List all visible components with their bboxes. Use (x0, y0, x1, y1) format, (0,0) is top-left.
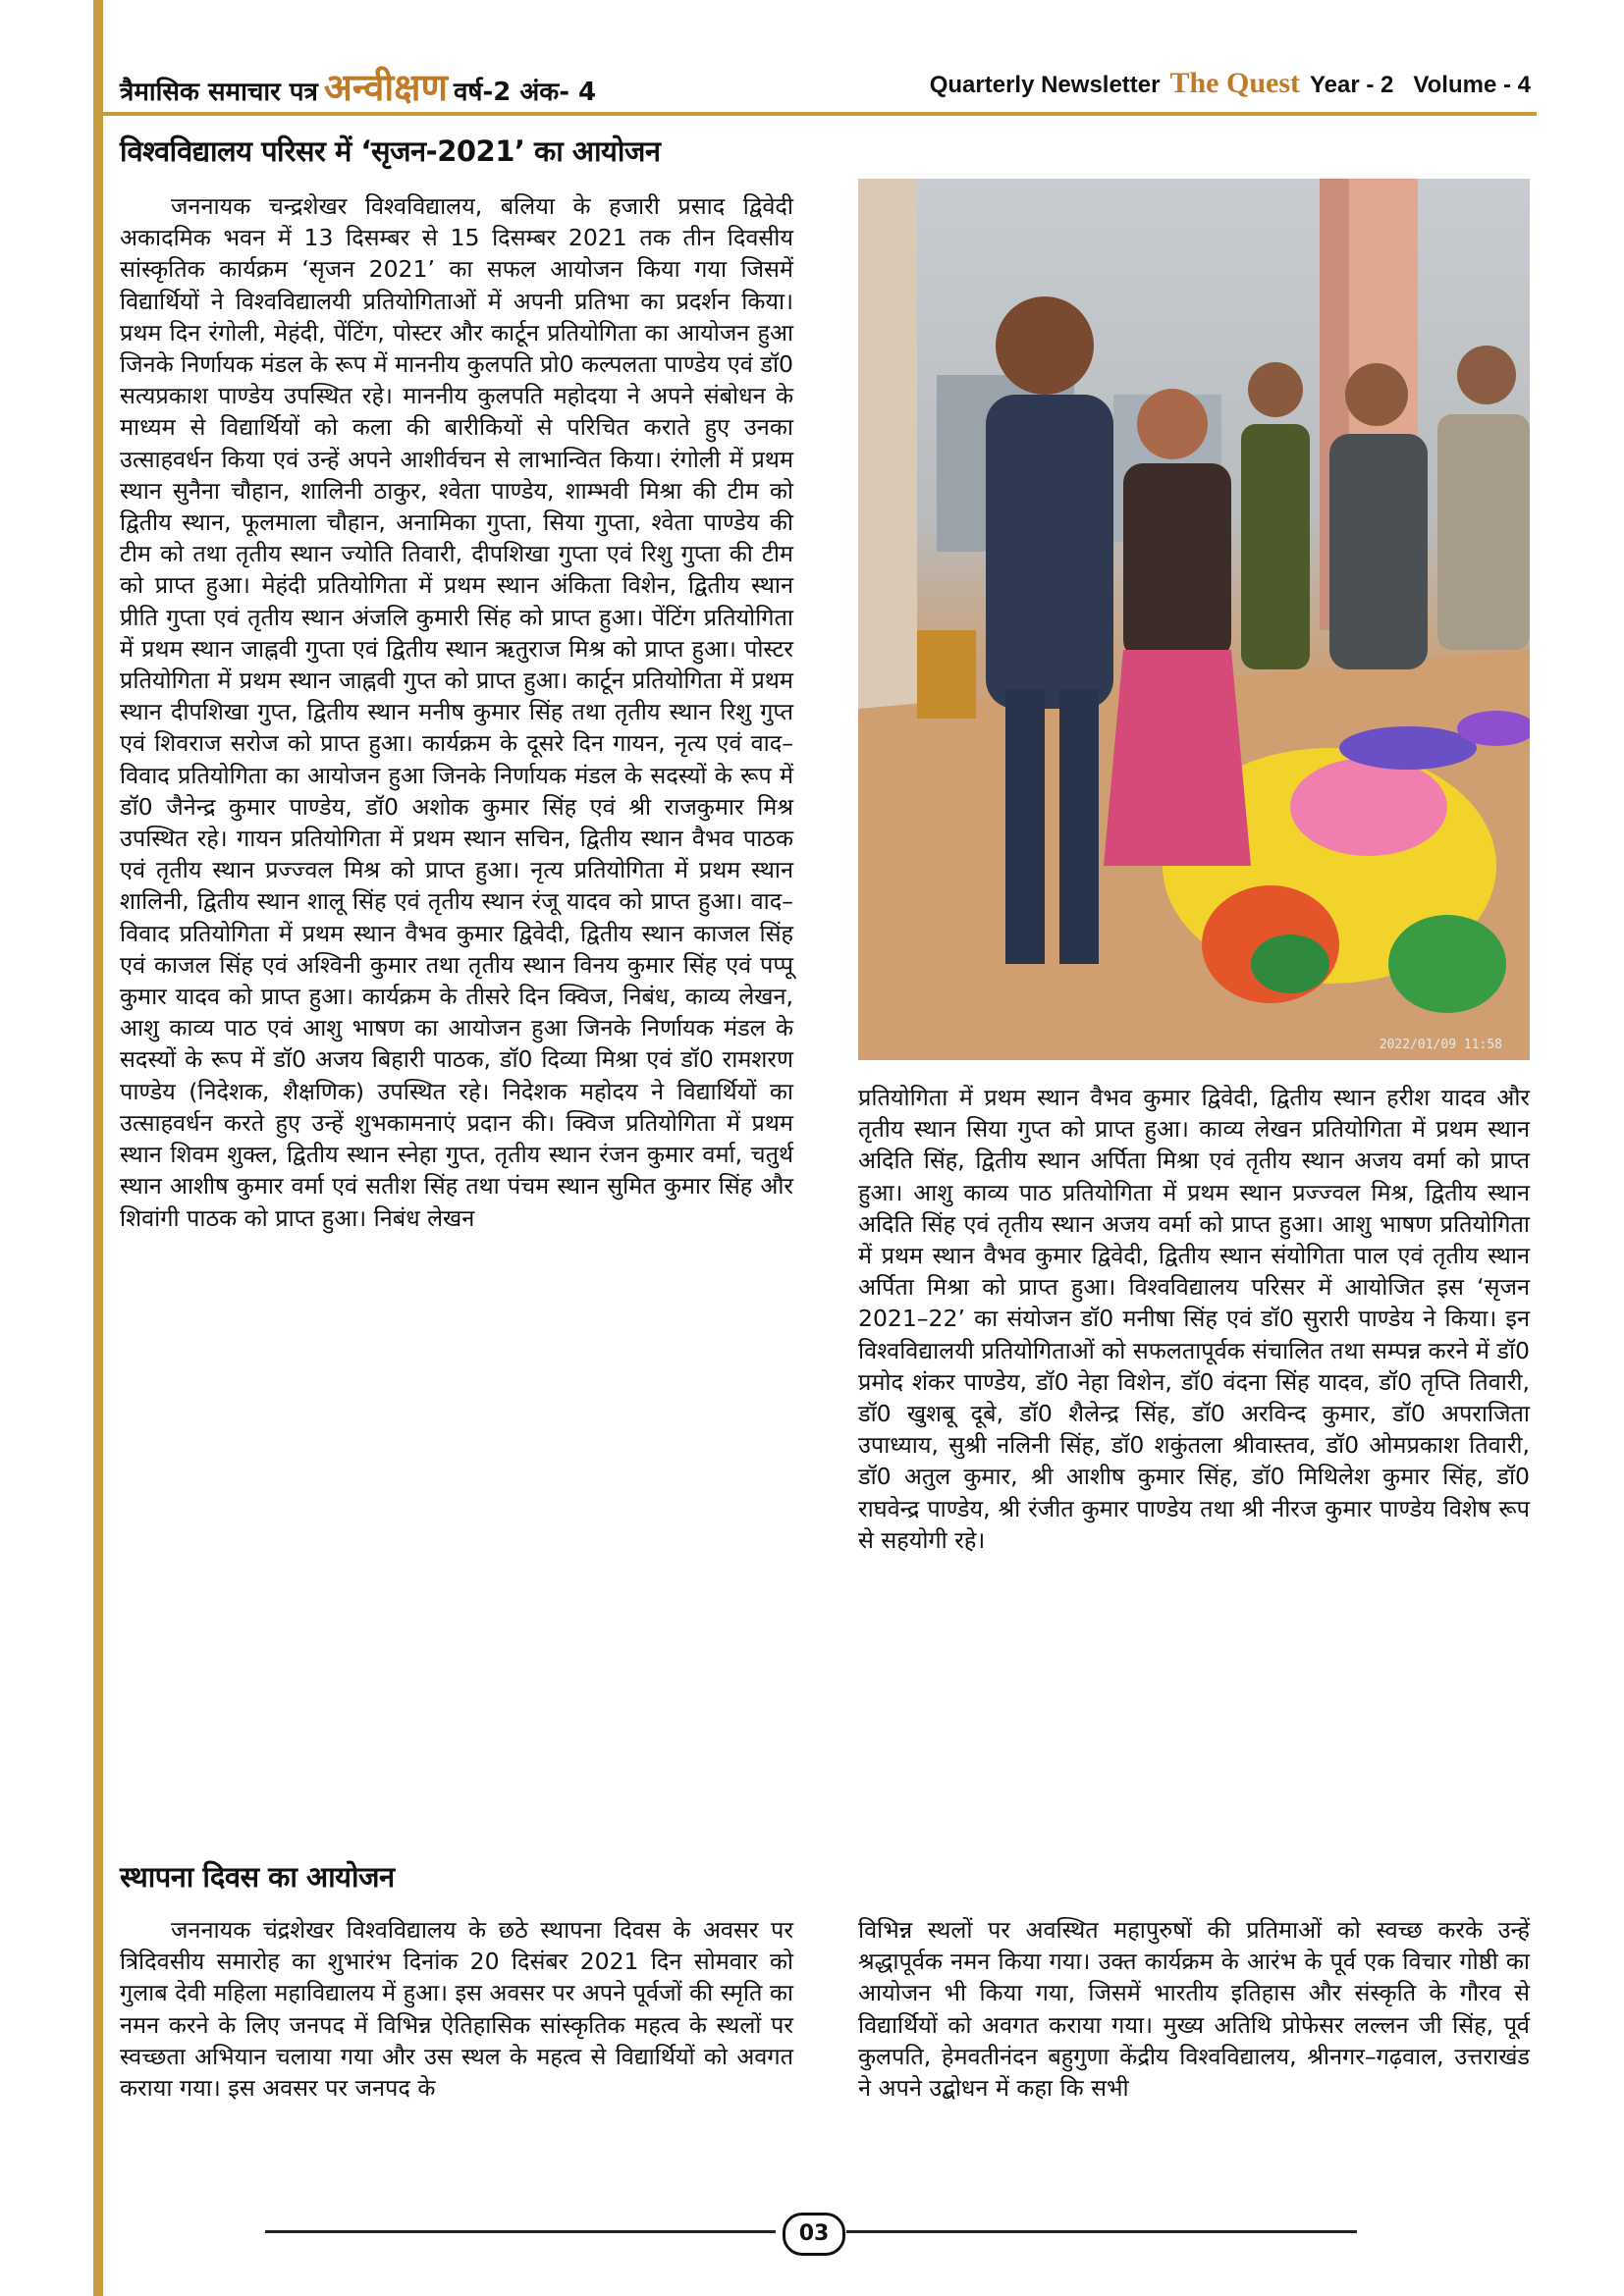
header-left-issue: वर्ष-2 अंक- 4 (453, 78, 597, 107)
page-number: 03 (783, 2213, 845, 2256)
footer-rule-left (265, 2230, 776, 2233)
section2-right-column (858, 1914, 1530, 2104)
section2-title: स्थापना दिवस का आयोजन (120, 1860, 395, 1894)
footer-rule-right (846, 2230, 1357, 2233)
header-left-brand-logo: अन्वीक्षण (323, 65, 448, 109)
section1-left-column (120, 190, 793, 1234)
header-right-brand-logo: The Quest (1169, 67, 1300, 99)
event-photo (858, 179, 1530, 1060)
section1-right-paragraph: प्रतियोगिता में प्रथम स्थान वैभव कुमार द्विवेदी, द्वितीय स्थान हरीश यादव और तृतीय स्थान सिया गुप्त को प्राप्त हुआ। काव्य लेखन प्रतियोगिता में प्रथम स्थान अदिति सिंह, द्वितीय स्थान अर्पिता मिश्रा एवं तृतीय स्थान अजय वर्मा को प्राप्त हुआ। आशु काव्य पाठ प्रतियोगिता में प्रथम स्थान प्रज्ज्वल मिश्र, द्वितीय स्थान अदिति सिंह एवं तृतीय स्थान अजय वर्मा को प्राप्त हुआ। आशु भाषण प्रतियोगिता में प्रथम स्थान वैभव कुमार द्विवेदी, द्वितीय स्थान संयोगिता पाल एवं तृतीय स्थान अर्पिता मिश्रा को प्राप्त हुआ। विश्वविद्यालय परिसर में आयोजित इस ‘सृजन 2021–22’ का संयोजन डॉ0 मनीषा सिंह एवं डॉ0 सुरारी पाण्डेय ने किया। इन विश्वविद्यालयी प्रतियोगिताओं को सफलतापूर्वक संचालित तथा सम्पन्न करने में डॉ0 प्रमोद शंकर पाण्डेय, डॉ0 नेहा विशेन, डॉ0 वंदना सिंह यादव, डॉ0 तृप्ति तिवारी, डॉ0 खुशबू दूबे, डॉ0 शैलेन्द्र सिंह, डॉ0 अरविन्द कुमार, डॉ0 अपराजिता उपाध्याय, सुश्री नलिनी सिंह, डॉ0 शकुंतला श्रीवास्तव, डॉ0 ओमप्रकाश तिवारी, डॉ0 अतुल कुमार, श्री आशीष कुमार सिंह, डॉ0 मिथिलेश कुमार सिंह, डॉ0 राघवेन्द्र पाण्डेय, श्री रंजीत कुमार पाण्डेय तथा श्री नीरज कुमार पाण्डेय विशेष रूप से सहयोगी रहे। (858, 1084, 1530, 1554)
header-right (930, 67, 1531, 100)
section2-left-column (120, 1914, 793, 2104)
header-right-volume: Volume - 4 (1413, 72, 1531, 98)
event-photo-illustration (858, 179, 1530, 1060)
section2-right-paragraph: विभिन्न स्थलों पर अवस्थित महापुरुषों की प्रतिमाओं को स्वच्छ करके उन्हें श्रद्धापूर्वक नमन किया गया। उक्त कार्यक्रम के आरंभ के पूर्व एक विचार गोष्ठी का आयोजन भी किया गया, जिसमें भारतीय इतिहास और संस्कृति के गौरव से विद्यार्थियों को अवगत कराया गया। मुख्य अतिथि प्रोफेसर लल्लन जी सिंह, पूर्व कुलपति, हेमवतीनंदन बहुगुणा केंद्रीय विश्वविद्यालय, श्रीनगर–गढ़वाल, उत्तराखंड ने अपने उद्बोधन में कहा कि सभी (858, 1916, 1530, 2103)
header-bottom-rule (93, 112, 1537, 116)
header-left-title: त्रैमासिक समाचार पत्र (120, 78, 318, 107)
header-top-rule (93, 0, 103, 2296)
photo-timestamp: 2022/01/09 11:58 (1379, 1038, 1502, 1052)
header-right-year: Year - 2 (1310, 72, 1394, 98)
section1-left-paragraph: जननायक चन्द्रशेखर विश्वविद्यालय, बलिया के हजारी प्रसाद द्विवेदी अकादमिक भवन में 13 दिसम्बर से 15 दिसम्बर 2021 तक तीन दिवसीय सांस्कृतिक कार्यक्रम ‘सृजन 2021’ का सफल आयोजन किया गया जिसमें विद्यार्थियों ने विश्वविद्यालयी प्रतियोगिताओं में अपनी प्रतिभा का प्रदर्शन किया। प्रथम दिन रंगोली, मेहंदी, पेंटिंग, पोस्टर और कार्टून प्रतियोगिता का आयोजन हुआ जिनके निर्णायक मंडल के रूप में माननीय कुलपति प्रो0 कल्पलता पाण्डेय एवं डॉ0 सत्यप्रकाश पाण्डेय उपस्थित रहे। माननीय कुलपति महोदया ने अपने संबोधन के माध्यम से विद्यार्थियों को कला की बारीकियों से परिचित कराते हुए उनका उत्साहवर्धन किया एवं उन्हें अपने आशीर्वचन से लाभान्वित किया। रंगोली में प्रथम स्थान सुनैना चौहान, शालिनी ठाकुर, श्वेता पाण्डेय, शाम्भवी मिश्रा की टीम को द्वितीय स्थान, फूलमाला चौहान, अनामिका गुप्ता, सिया गुप्ता, श्वेता पाण्डेय की टीम को तथा तृतीय स्थान ज्योति तिवारी, दीपशिखा गुप्ता एवं रिशु गुप्ता की टीम को प्राप्त हुआ। मेहंदी प्रतियोगिता में प्रथम स्थान अंकिता विशेन, द्वितीय स्थान प्रीति गुप्ता एवं तृतीय स्थान अंजलि कुमारी सिंह को प्राप्त हुआ। पेंटिंग प्रतियोगिता में प्रथम स्थान जाह्नवी गुप्ता एवं द्वितीय स्थान ऋतुराज मिश्र को प्राप्त हुआ। पोस्टर प्रतियोगिता में प्रथम स्थान जाह्नवी गुप्त को प्राप्त हुआ। कार्टून प्रतियोगिता में प्रथम स्थान दीपशिखा गुप्त, द्वितीय स्थान मनीष कुमार सिंह तथा तृतीय स्थान रिशु गुप्त एवं शिवराज सरोज को प्राप्त हुआ। कार्यक्रम के दूसरे दिन गायन, नृत्य एवं वाद–विवाद प्रतियोगिता का आयोजन हुआ जिनके निर्णायक मंडल के सदस्यों के रूप में डॉ0 जैनेन्द्र कुमार पाण्डेय, डॉ0 अशोक कुमार सिंह एवं श्री राजकुमार मिश्र उपस्थित रहे। गायन प्रतियोगिता में प्रथम स्थान सचिन, द्वितीय स्थान वैभव पाठक एवं तृतीय स्थान प्रज्ज्वल मिश्र को प्राप्त हुआ। नृत्य प्रतियोगिता में प्रथम स्थान शालिनी, द्वितीय स्थान शालू सिंह एवं तृतीय स्थान रंजू यादव को प्राप्त हुआ। वाद–विवाद प्रतियोगिता में प्रथम स्थान वैभव कुमार द्विवेदी, द्वितीय स्थान काजल सिंह एवं काजल सिंह एवं अश्विनी कुमार तथा तृतीय स्थान विनय कुमार सिंह एवं पप्पू कुमार यादव को प्राप्त हुआ। कार्यक्रम के तीसरे दिन क्विज, निबंध, काव्य लेखन, आशु काव्य पाठ एवं आशु भाषण का आयोजन हुआ जिनके निर्णायक मंडल के सदस्यों के रूप में डॉ0 अजय बिहारी पाठक, डॉ0 दिव्या मिश्रा एवं डॉ0 रामशरण पाण्डेय (निदेशक, शैक्षणिक) उपस्थित रहे। निदेशक महोदय ने विद्यार्थियों का उत्साहवर्धन करते हुए उन्हें शुभकामनाएं प्रदान की। क्विज प्रतियोगिता में प्रथम स्थान शिवम शुक्ल, द्वितीय स्थान स्नेहा गुप्त, तृतीय स्थान रंजन कुमार वर्मा, चतुर्थ स्थान आशीष कुमार वर्मा एवं सतीश सिंह तथा पंचम स्थान सुमित कुमार सिंह और शिवांगी पाठक को प्राप्त हुआ। निबंध लेखन (120, 192, 793, 1232)
section2-left-paragraph: जननायक चंद्रशेखर विश्वविद्यालय के छठे स्थापना दिवस के अवसर पर त्रिदिवसीय समारोह का शुभारंभ दिनांक 20 दिसंबर 2021 दिन सोमवार को गुलाब देवी महिला महाविद्यालय में हुआ। इस अवसर पर अपने पूर्वजों की स्मृति का नमन करने के लिए जनपद में विभिन्न ऐतिहासिक सांस्कृतिक महत्व के स्थलों पर स्वच्छता अभियान चलाया गया और उस स्थल के महत्व से विद्यार्थियों को अवगत कराया गया। इस अवसर पर जनपद के (120, 1916, 793, 2103)
section1-right-column (858, 1082, 1530, 1556)
header-right-title: Quarterly Newsletter (929, 72, 1161, 98)
section1-title: विश्वविद्यालय परिसर में ‘सृजन-2021’ का आयोजन (120, 134, 661, 168)
header-left (120, 61, 596, 112)
